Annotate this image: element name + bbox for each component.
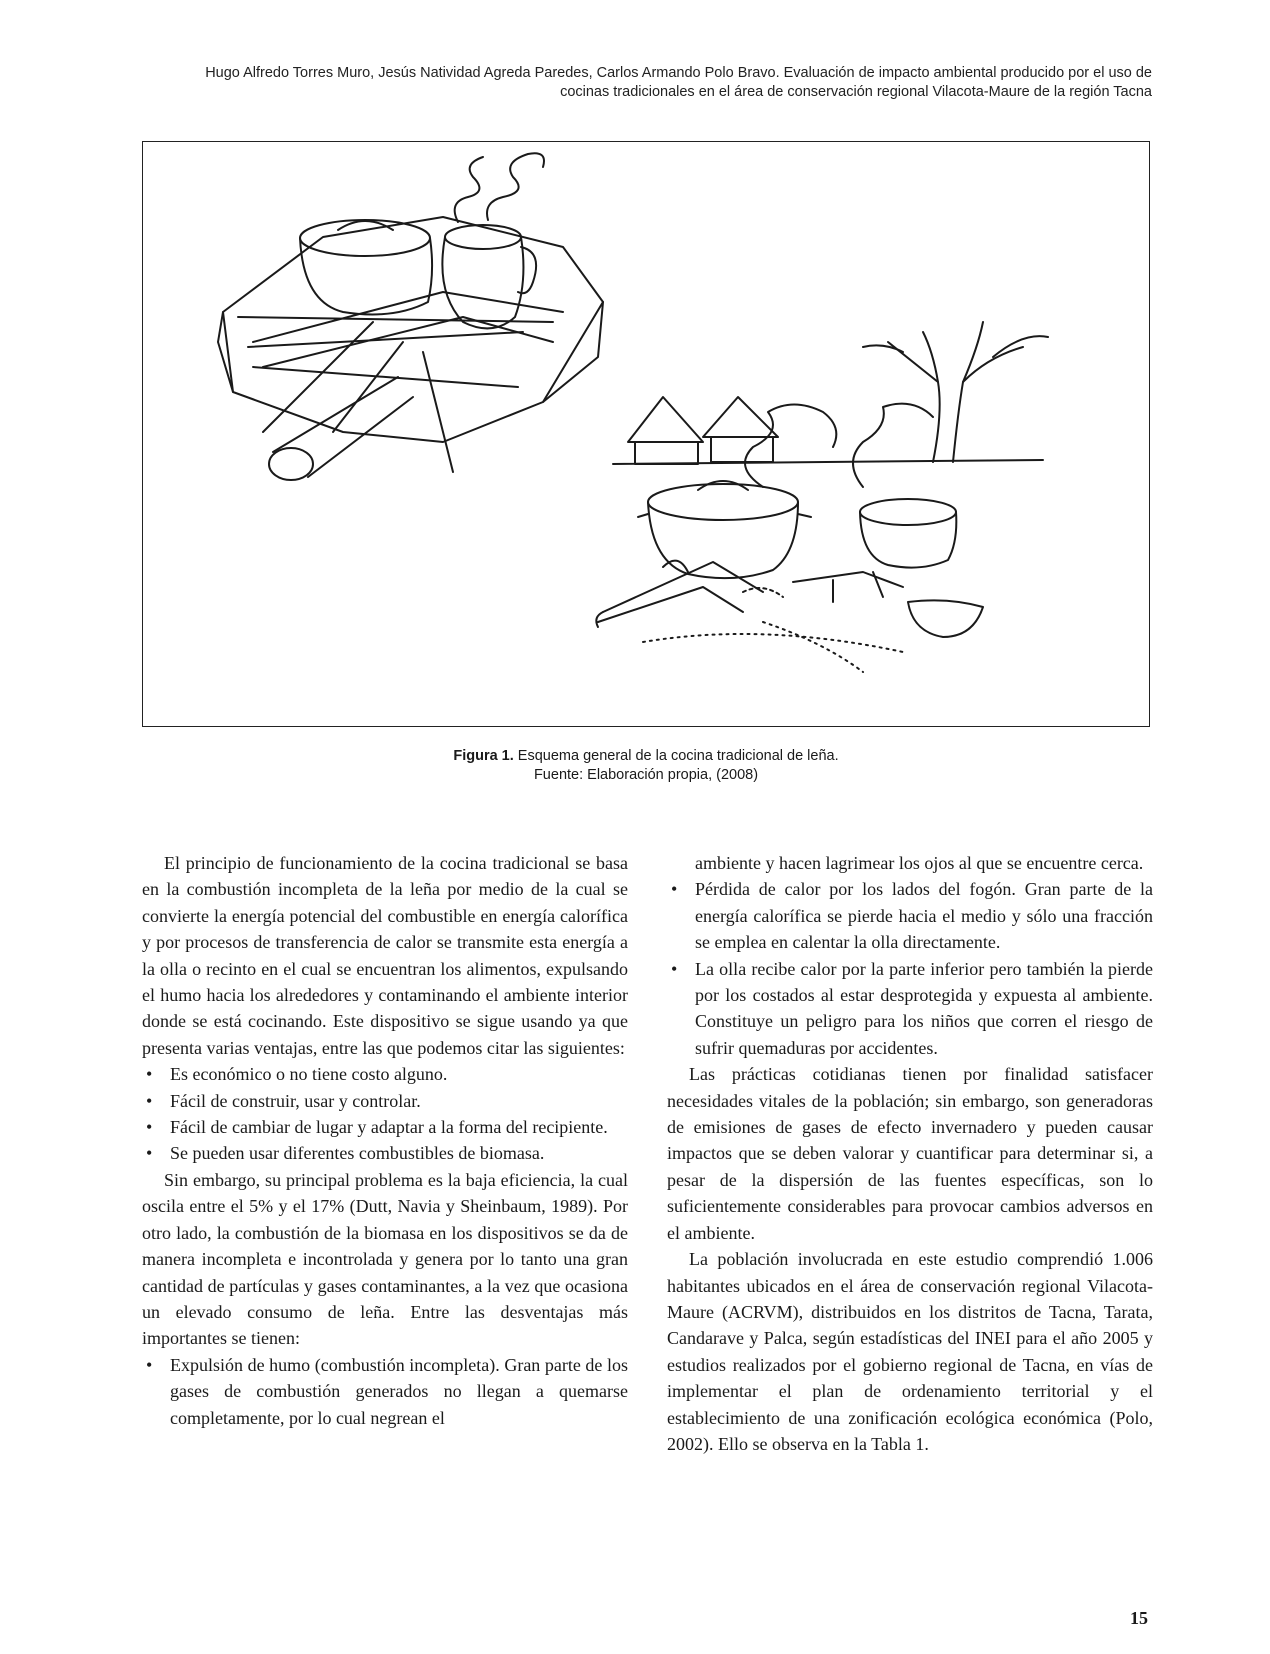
list-item: • Fácil de cambiar de lugar y adaptar a la forma del recipiente. [142, 1114, 628, 1140]
figure-source: Fuente: Elaboración propia, (2008) [533, 767, 759, 783]
list-item: • Fácil de construir, usar y controlar. [142, 1088, 628, 1114]
list-item: • Es económico o no tiene costo alguno. [142, 1061, 628, 1087]
left-column [142, 850, 628, 1431]
figure-illustration [142, 141, 1150, 727]
paragraph: Las prácticas cotidianas tienen por finalidad satisfacer necesidades vitales de la población; sin embargo, son generadoras de emisiones de gases de efecto invernadero y pueden causar impactos que se deben valorar y cuantificar para determinar si, a pesar de la dispersión de las fuentes específicas, son lo suficientemente considerables para provocar cambios adversos en el ambiente. [667, 1064, 1153, 1243]
figure-caption-text: Esquema general de la cocina tradicional de leña. [513, 748, 839, 764]
list-item: • Expulsión de humo (combustión incompleta). Gran parte de los gases de combustión generados no llegan a quemarse completamente, por lo cual negrean el [142, 1352, 628, 1431]
bullet-icon: • [146, 1064, 153, 1085]
right-column [667, 850, 1153, 1457]
page-number: 15 [1130, 1608, 1148, 1628]
figure-label: Figura 1. [453, 748, 514, 764]
bullet-icon: • [146, 1354, 153, 1375]
paragraph: Sin embargo, su principal problema es la baja eficiencia, la cual oscila entre el 5% y el 17% (Dutt, Navia y Sheinbaum, 1989). Por otro lado, la combustión de la biomasa en los dispositivos se da de manera incompleta e incontrolada y genera por lo tanto una gran cantidad de partículas y gases contaminantes, a la vez que ocasiona un elevado consumo de leña. Entre las desventajas más importantes se tienen: [142, 1169, 628, 1349]
bullet-icon: • [146, 1143, 153, 1164]
paragraph-continuation: ambiente y hacen lagrimear los ojos al que se encuentre cerca. [695, 853, 1144, 873]
village-pots-drawing [596, 322, 1048, 672]
list-item: • Pérdida de calor por los lados del fogón. Gran parte de la energía calorífica se pierde hacia el medio y sólo una fracción se emplea en calentar la olla directamente. [667, 876, 1153, 955]
list-item: • Se pueden usar diferentes combustibles de biomasa. [142, 1140, 628, 1166]
paragraph: El principio de funcionamiento de la cocina tradicional se basa en la combustión incompleta de la leña por medio de la cual se convierte la energía potencial del combustible en energía calorífica y por procesos de transferencia de calor se transmite esta energía a la olla o recinto en el cual se encuentran los alimentos, expulsando el humo hacia los alrededores y contaminando el ambiente interior donde se está cocinando. Este dispositivo se sigue usando ya que presenta varias ventajas, entre las que podemos citar las siguientes: [142, 853, 628, 1058]
bullet-icon: • [671, 879, 678, 900]
figure-caption [142, 747, 1150, 785]
disadvantages-list-cont [667, 876, 1153, 1061]
header-line-1: Hugo Alfredo Torres Muro, Jesús Natividad Agreda Paredes, Carlos Armando Polo Bravo. Evaluación de impacto ambiental producido por el uso de [205, 65, 1152, 81]
bullet-icon: • [671, 958, 678, 979]
bullet-icon: • [146, 1090, 153, 1111]
bullet-icon: • [146, 1117, 153, 1138]
paragraph: La población involucrada en este estudio comprendió 1.006 habitantes ubicados en el área de conservación regional Vilacota-Maure (ACRVM), distribuidos en los distritos de Tacna, Tarata, Candarave y Palca, según estadísticas del INEI para el año 2005 y estudios realizados por el gobierno regional de Tacna, en vías de implementar el plan de ordenamiento territorial y el establecimiento de una zonificación ecológica económica (Polo, 2002). Ello se observa en la Tabla 1. [667, 1249, 1153, 1454]
running-header [132, 64, 1152, 102]
header-line-2: cocinas tradicionales en el área de conservación regional Vilacota-Maure de la región Tacna [560, 84, 1152, 100]
disadvantages-list [142, 1352, 628, 1431]
advantages-list [142, 1061, 628, 1167]
list-item: • La olla recibe calor por la parte inferior pero también la pierde por los costados al estar desprotegida y expuesta al ambiente. Constituye un peligro para los niños que corren el riesgo de sufrir quemaduras por accidentes. [667, 956, 1153, 1062]
log-stove-drawing [218, 153, 603, 480]
